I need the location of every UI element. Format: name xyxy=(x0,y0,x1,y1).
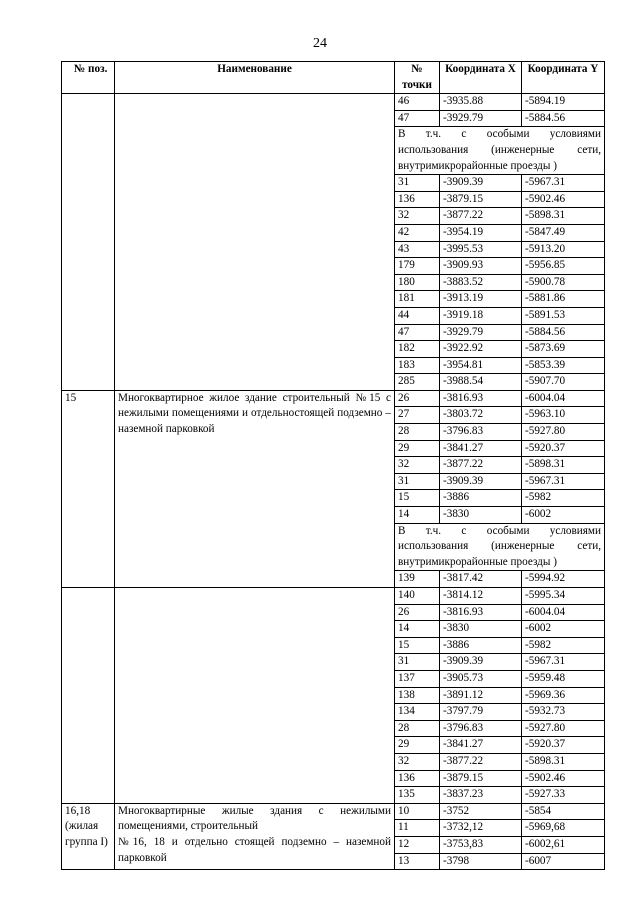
coord-x: -3841.27 xyxy=(440,440,522,457)
coord-y: -5902.46 xyxy=(522,770,605,787)
coord-x: -3877.22 xyxy=(440,753,522,770)
coord-y: -5967.31 xyxy=(522,175,605,192)
coord-x: -3886 xyxy=(440,637,522,654)
coord-x: -3879.15 xyxy=(440,191,522,208)
coord-y: -6004.04 xyxy=(522,390,605,407)
coord-y: -5907.70 xyxy=(522,374,605,391)
point-number: 14 xyxy=(395,507,440,524)
coord-y: -5898.31 xyxy=(522,457,605,474)
point-number: 26 xyxy=(395,390,440,407)
coord-x: -3929.79 xyxy=(440,324,522,341)
coord-x: -3909.39 xyxy=(440,473,522,490)
coord-x: -3797.79 xyxy=(440,704,522,721)
coordinates-table xyxy=(61,61,605,870)
coord-y: -5902.46 xyxy=(522,191,605,208)
coord-y: -5854 xyxy=(522,803,605,820)
point-number: 31 xyxy=(395,473,440,490)
table-row xyxy=(62,390,605,407)
coord-x: -3883.52 xyxy=(440,274,522,291)
name-line: Многоквартирные жилые здания с нежилыми помещениями, строительный xyxy=(118,804,391,833)
coord-y: -5927.80 xyxy=(522,424,605,441)
point-number: 11 xyxy=(395,820,440,837)
coord-y: -5847.49 xyxy=(522,224,605,241)
header-pos: № поз. xyxy=(62,62,115,94)
coord-y: -5927.80 xyxy=(522,720,605,737)
coord-x: -3796.83 xyxy=(440,424,522,441)
table-row xyxy=(62,588,605,605)
restriction-note: В т.ч. с особыми условиями использования (инженерные сети, внутримикрорайонные проезды ) xyxy=(395,127,605,175)
coord-y: -5920.37 xyxy=(522,440,605,457)
coord-y: -5881.86 xyxy=(522,291,605,308)
coord-x: -3803.72 xyxy=(440,407,522,424)
point-number: 285 xyxy=(395,374,440,391)
coord-y: -5927.33 xyxy=(522,787,605,804)
name-cell xyxy=(115,803,395,869)
coord-y: -6004.04 xyxy=(522,604,605,621)
coord-y: -5956.85 xyxy=(522,258,605,275)
coord-y: -5913.20 xyxy=(522,241,605,258)
point-number: 31 xyxy=(395,175,440,192)
point-number: 29 xyxy=(395,737,440,754)
coord-y: -5967.31 xyxy=(522,654,605,671)
table-row xyxy=(62,94,605,111)
table-row xyxy=(62,803,605,820)
point-number: 12 xyxy=(395,836,440,853)
name-cell xyxy=(115,94,395,391)
coord-y: -5967.31 xyxy=(522,473,605,490)
point-number: 139 xyxy=(395,571,440,588)
coord-y: -5898.31 xyxy=(522,208,605,225)
coord-x: -3922.92 xyxy=(440,341,522,358)
coord-x: -3732,12 xyxy=(440,820,522,837)
point-number: 137 xyxy=(395,670,440,687)
point-number: 43 xyxy=(395,241,440,258)
point-number: 136 xyxy=(395,770,440,787)
coord-y: -5884.56 xyxy=(522,324,605,341)
point-number: 26 xyxy=(395,604,440,621)
point-number: 44 xyxy=(395,307,440,324)
coord-x: -3877.22 xyxy=(440,457,522,474)
position-cell xyxy=(62,588,115,804)
coord-x: -3877.22 xyxy=(440,208,522,225)
coord-y: -6002,61 xyxy=(522,836,605,853)
coord-x: -3817.42 xyxy=(440,571,522,588)
coord-x: -3830 xyxy=(440,507,522,524)
point-number: 47 xyxy=(395,110,440,127)
coord-x: -3988.54 xyxy=(440,374,522,391)
restriction-note: В т.ч. с особыми условиями использования (инженерные сети, внутримикрорайонные проезды ) xyxy=(395,523,605,571)
point-number: 42 xyxy=(395,224,440,241)
point-number: 10 xyxy=(395,803,440,820)
point-number: 28 xyxy=(395,720,440,737)
coord-y: -5920.37 xyxy=(522,737,605,754)
coord-x: -3752 xyxy=(440,803,522,820)
header-point: № точки xyxy=(395,62,440,94)
coord-x: -3954.19 xyxy=(440,224,522,241)
point-number: 180 xyxy=(395,274,440,291)
point-number: 183 xyxy=(395,357,440,374)
point-number: 46 xyxy=(395,94,440,111)
header-y: Координата Y xyxy=(522,62,605,94)
coord-x: -3879.15 xyxy=(440,770,522,787)
coord-x: -3995.53 xyxy=(440,241,522,258)
point-number: 135 xyxy=(395,787,440,804)
coord-y: -5969,68 xyxy=(522,820,605,837)
position-cell: 16,18 (жилая группа I) xyxy=(62,803,115,869)
coord-x: -3753,83 xyxy=(440,836,522,853)
coord-x: -3909.39 xyxy=(440,654,522,671)
position-cell: 15 xyxy=(62,390,115,587)
coord-y: -5898.31 xyxy=(522,753,605,770)
point-number: 140 xyxy=(395,588,440,605)
coord-y: -5995.34 xyxy=(522,588,605,605)
point-number: 32 xyxy=(395,208,440,225)
point-number: 14 xyxy=(395,621,440,638)
point-number: 136 xyxy=(395,191,440,208)
coord-y: -5932.73 xyxy=(522,704,605,721)
coord-x: -3913.19 xyxy=(440,291,522,308)
name-cell xyxy=(115,390,395,587)
point-number: 29 xyxy=(395,440,440,457)
point-number: 28 xyxy=(395,424,440,441)
coord-y: -5982 xyxy=(522,490,605,507)
coord-y: -5894.19 xyxy=(522,94,605,111)
point-number: 13 xyxy=(395,853,440,870)
name-line: Многоквартирное жилое здание строительный №15 с нежилыми помещениями и отдельностоящей подземно – наземной парковкой xyxy=(118,391,391,436)
point-number: 15 xyxy=(395,637,440,654)
coord-y: -5994.92 xyxy=(522,571,605,588)
coord-x: -3905.73 xyxy=(440,670,522,687)
point-number: 31 xyxy=(395,654,440,671)
coord-x: -3798 xyxy=(440,853,522,870)
point-number: 32 xyxy=(395,753,440,770)
table-header-row xyxy=(62,62,605,94)
point-number: 15 xyxy=(395,490,440,507)
coord-x: -3837.23 xyxy=(440,787,522,804)
coord-y: -5959.48 xyxy=(522,670,605,687)
coord-y: -5884.56 xyxy=(522,110,605,127)
coord-y: -6002 xyxy=(522,621,605,638)
point-number: 32 xyxy=(395,457,440,474)
coord-x: -3830 xyxy=(440,621,522,638)
coord-y: -5963.10 xyxy=(522,407,605,424)
point-number: 181 xyxy=(395,291,440,308)
point-number: 134 xyxy=(395,704,440,721)
point-number: 47 xyxy=(395,324,440,341)
name-line: №16, 18 и отдельно стоящей подземно – наземной парковкой xyxy=(118,835,391,864)
coord-x: -3796.83 xyxy=(440,720,522,737)
coord-y: -6002 xyxy=(522,507,605,524)
coord-x: -3886 xyxy=(440,490,522,507)
name-cell xyxy=(115,588,395,804)
header-name: Наименование xyxy=(115,62,395,94)
coord-x: -3909.93 xyxy=(440,258,522,275)
point-number: 182 xyxy=(395,341,440,358)
coord-y: -6007 xyxy=(522,853,605,870)
coord-y: -5873.69 xyxy=(522,341,605,358)
coord-y: -5900.78 xyxy=(522,274,605,291)
coord-x: -3919.18 xyxy=(440,307,522,324)
coord-y: -5891.53 xyxy=(522,307,605,324)
coord-x: -3929.79 xyxy=(440,110,522,127)
position-cell xyxy=(62,94,115,391)
coord-y: -5853.39 xyxy=(522,357,605,374)
coord-x: -3816.93 xyxy=(440,390,522,407)
coord-x: -3814.12 xyxy=(440,588,522,605)
point-number: 138 xyxy=(395,687,440,704)
coord-y: -5982 xyxy=(522,637,605,654)
point-number: 27 xyxy=(395,407,440,424)
coord-x: -3816.93 xyxy=(440,604,522,621)
coord-x: -3954.81 xyxy=(440,357,522,374)
coord-y: -5969.36 xyxy=(522,687,605,704)
coord-x: -3841.27 xyxy=(440,737,522,754)
coord-x: -3935.88 xyxy=(440,94,522,111)
coord-x: -3909.39 xyxy=(440,175,522,192)
header-x: Координата X xyxy=(440,62,522,94)
coord-x: -3891.12 xyxy=(440,687,522,704)
point-number: 179 xyxy=(395,258,440,275)
page-number: 24 xyxy=(313,36,327,51)
